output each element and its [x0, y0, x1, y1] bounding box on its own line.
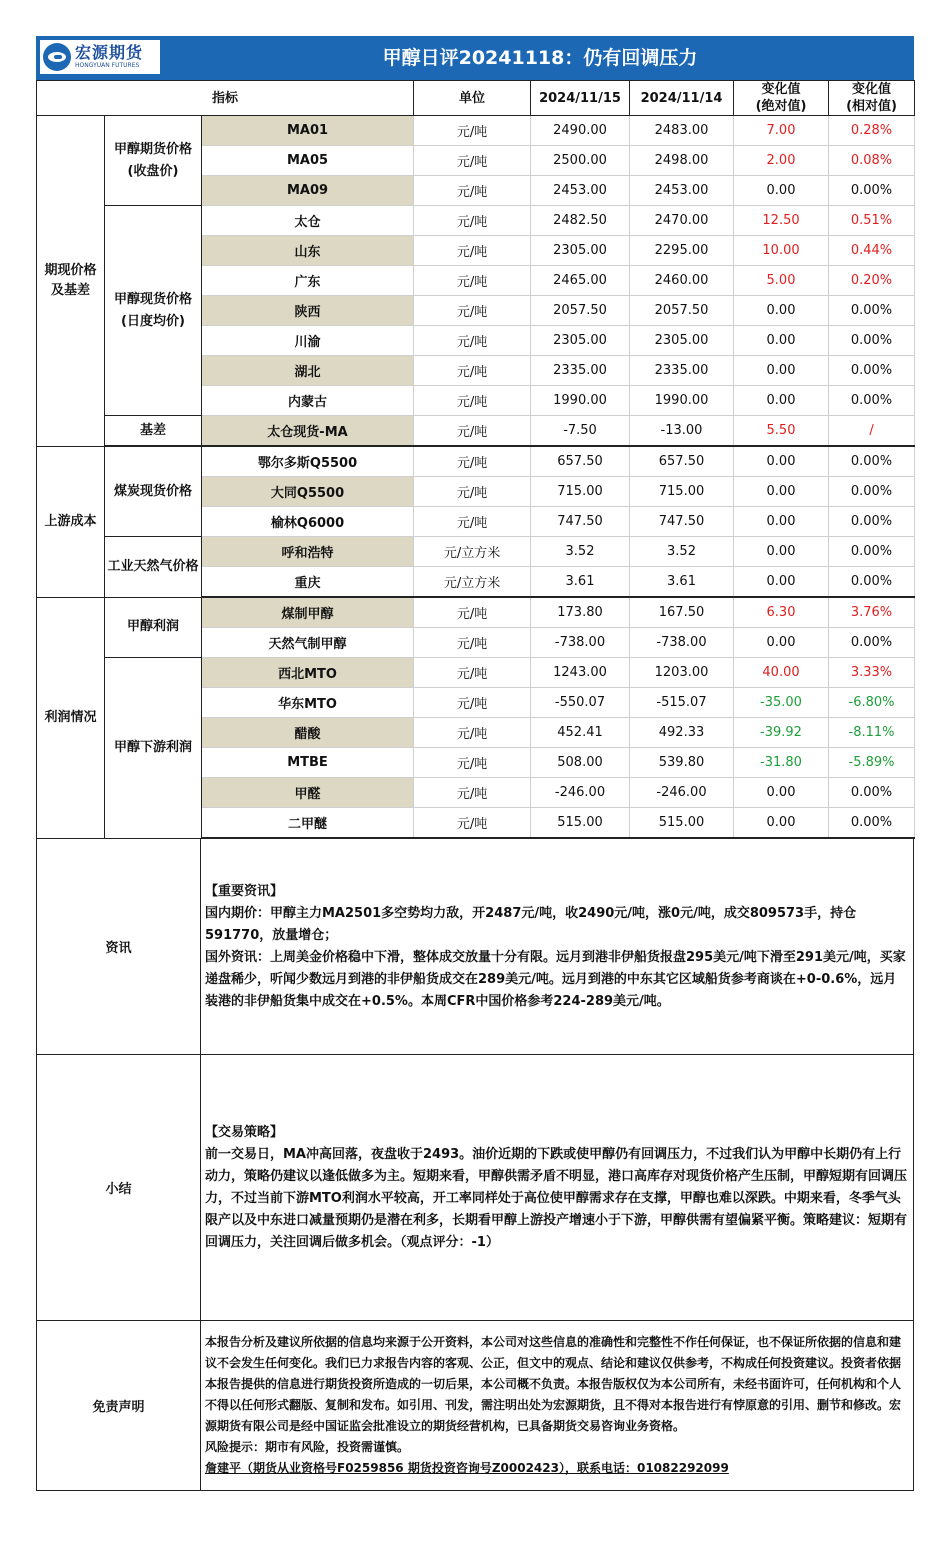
- col-header-chg-abs: 变化值 (绝对值): [734, 81, 829, 116]
- subgroup-label-gas: 工业天然气价格: [105, 537, 202, 598]
- value-date2-cell: 2470.00: [630, 206, 734, 236]
- col-header-chg-rel: 变化值 (相对值): [829, 81, 915, 116]
- change-abs-cell: 6.30: [734, 597, 829, 628]
- change-rel-cell: 0.00%: [829, 326, 915, 356]
- indicator-cell: 西北MTO: [202, 658, 414, 688]
- change-abs-cell: 0.00: [734, 477, 829, 507]
- change-abs-cell: 7.00: [734, 116, 829, 146]
- value-date2-cell: 2335.00: [630, 356, 734, 386]
- change-abs-cell: 0.00: [734, 296, 829, 326]
- change-rel-cell: 0.00%: [829, 356, 915, 386]
- logo-text: [75, 44, 143, 70]
- change-abs-cell: -35.00: [734, 688, 829, 718]
- change-rel-cell: 0.20%: [829, 266, 915, 296]
- value-date2-cell: 715.00: [630, 477, 734, 507]
- unit-cell: 元/立方米: [414, 567, 531, 598]
- indicator-cell: 天然气制甲醇: [202, 628, 414, 658]
- change-rel-cell: 0.00%: [829, 446, 915, 477]
- indicator-cell: 重庆: [202, 567, 414, 598]
- change-abs-cell: 12.50: [734, 206, 829, 236]
- table-header-row: [37, 81, 915, 116]
- change-rel-cell: 0.00%: [829, 778, 915, 808]
- value-date2-cell: 492.33: [630, 718, 734, 748]
- unit-cell: 元/吨: [414, 507, 531, 537]
- value-date1-cell: -550.07: [531, 688, 630, 718]
- table-row: [37, 116, 915, 146]
- table-row: [37, 206, 915, 236]
- subgroup-label-basis: 基差: [105, 416, 202, 447]
- change-rel-cell: /: [829, 416, 915, 447]
- value-date1-cell: 1990.00: [531, 386, 630, 416]
- change-abs-cell: 0.00: [734, 778, 829, 808]
- indicator-cell: MTBE: [202, 748, 414, 778]
- unit-cell: 元/吨: [414, 116, 531, 146]
- news-section: [37, 839, 914, 1055]
- change-abs-cell: -31.80: [734, 748, 829, 778]
- disclaimer-text: 本报告分析及建议所依据的信息均来源于公开资料，本公司对这些信息的准确性和完整性不作任何保证，也不保证所依据的信息和建议不会发生任何变化。我们已力求报告内容的客观、公正，但文中的观点、结论和建议仅供参考，不构成任何投资建议。投资者依据本报告提供的信息进行期货投资所造成的一切后果，本公司概不负责。本报告版权仅为本公司所有，未经书面许可，任何机构和个人不得以任何形式翻版、复制和发布。如引用、刊发，需注明出处为宏源期货，且不得对本报告进行有悖原意的引用、删节和修改。宏源期货有限公司是经中国证监会批准设立的期货经营机构，已具备期货交易咨询业务资格。: [205, 1335, 902, 1433]
- col-header-date2: 2024/11/14: [630, 81, 734, 116]
- unit-cell: 元/吨: [414, 808, 531, 839]
- unit-cell: 元/吨: [414, 597, 531, 628]
- unit-cell: 元/吨: [414, 386, 531, 416]
- risk-warning: 风险提示：期市有风险，投资需谨慎。: [205, 1440, 410, 1454]
- indicator-cell: 广东: [202, 266, 414, 296]
- value-date1-cell: 2057.50: [531, 296, 630, 326]
- subgroup-label-profit: 甲醇利润: [105, 597, 202, 658]
- report-sheet: [36, 36, 914, 1491]
- logo-name-en: HONGYUAN FUTURES: [75, 62, 140, 69]
- change-rel-cell: -8.11%: [829, 718, 915, 748]
- value-date1-cell: 452.41: [531, 718, 630, 748]
- group-label-g3: 利润情况: [37, 597, 105, 838]
- value-date2-cell: 3.52: [630, 537, 734, 567]
- unit-cell: 元/吨: [414, 477, 531, 507]
- unit-cell: 元/吨: [414, 778, 531, 808]
- value-date2-cell: 657.50: [630, 446, 734, 477]
- value-date1-cell: -7.50: [531, 416, 630, 447]
- change-rel-cell: -6.80%: [829, 688, 915, 718]
- logo-name-cn: 宏源期货: [75, 43, 144, 62]
- report-header: [36, 36, 914, 80]
- unit-cell: 元/吨: [414, 718, 531, 748]
- subgroup-label-coal: 煤炭现货价格: [105, 446, 202, 537]
- value-date1-cell: 2490.00: [531, 116, 630, 146]
- table-row: [37, 597, 915, 628]
- unit-cell: 元/吨: [414, 688, 531, 718]
- indicator-cell: 内蒙古: [202, 386, 414, 416]
- subgroup-label-spot: 甲醇现货价格 (日度均价): [105, 206, 202, 416]
- change-abs-cell: -39.92: [734, 718, 829, 748]
- change-rel-cell: 0.51%: [829, 206, 915, 236]
- value-date2-cell: 2057.50: [630, 296, 734, 326]
- news-label: 资讯: [37, 839, 201, 1055]
- unit-cell: 元/吨: [414, 748, 531, 778]
- report-title: 甲醇日评20241118：仍有回调压力: [382, 47, 698, 69]
- analyst-contact: 詹建平（期货从业资格号F0259856 期货投资咨询号Z0002423），联系电话：01082292099: [205, 1461, 729, 1475]
- value-date2-cell: 167.50: [630, 597, 734, 628]
- summary-label: 小结: [37, 1055, 201, 1321]
- change-rel-cell: 0.00%: [829, 537, 915, 567]
- indicator-cell: 呼和浩特: [202, 537, 414, 567]
- col-header-unit: 单位: [414, 81, 531, 116]
- value-date2-cell: 2295.00: [630, 236, 734, 266]
- indicator-cell: 鄂尔多斯Q5500: [202, 446, 414, 477]
- indicator-cell: 二甲醚: [202, 808, 414, 839]
- group-label-g2: 上游成本: [37, 446, 105, 597]
- change-rel-cell: 0.00%: [829, 507, 915, 537]
- change-rel-cell: 0.00%: [829, 628, 915, 658]
- indicator-cell: 山东: [202, 236, 414, 266]
- change-rel-cell: 0.28%: [829, 116, 915, 146]
- text-sections: [36, 838, 914, 1491]
- value-date1-cell: 173.80: [531, 597, 630, 628]
- unit-cell: 元/吨: [414, 146, 531, 176]
- table-row: [37, 446, 915, 477]
- indicator-cell: 煤制甲醇: [202, 597, 414, 628]
- change-abs-cell: 5.00: [734, 266, 829, 296]
- value-date1-cell: 2500.00: [531, 146, 630, 176]
- change-abs-cell: 0.00: [734, 326, 829, 356]
- disclaimer-label: 免责声明: [37, 1321, 201, 1491]
- unit-cell: 元/吨: [414, 206, 531, 236]
- col-header-indicator: 指标: [37, 81, 414, 116]
- unit-cell: 元/吨: [414, 658, 531, 688]
- unit-cell: 元/吨: [414, 176, 531, 206]
- summary-heading: 【交易策略】: [205, 1124, 284, 1140]
- value-date2-cell: 2498.00: [630, 146, 734, 176]
- unit-cell: 元/吨: [414, 296, 531, 326]
- unit-cell: 元/吨: [414, 416, 531, 447]
- unit-cell: 元/吨: [414, 356, 531, 386]
- indicator-cell: 太仓现货-MA: [202, 416, 414, 447]
- value-date2-cell: 2453.00: [630, 176, 734, 206]
- indicator-cell: 太仓: [202, 206, 414, 236]
- change-abs-cell: 40.00: [734, 658, 829, 688]
- change-rel-cell: 0.00%: [829, 176, 915, 206]
- change-rel-cell: -5.89%: [829, 748, 915, 778]
- subgroup-label-downstream: 甲醇下游利润: [105, 658, 202, 839]
- value-date2-cell: -246.00: [630, 778, 734, 808]
- unit-cell: 元/吨: [414, 266, 531, 296]
- change-abs-cell: 0.00: [734, 507, 829, 537]
- indicator-cell: 华东MTO: [202, 688, 414, 718]
- change-abs-cell: 0.00: [734, 628, 829, 658]
- table-row: [37, 658, 915, 688]
- indicator-cell: MA09: [202, 176, 414, 206]
- value-date2-cell: 3.61: [630, 567, 734, 598]
- value-date1-cell: 2482.50: [531, 206, 630, 236]
- value-date1-cell: 715.00: [531, 477, 630, 507]
- indicator-cell: MA01: [202, 116, 414, 146]
- summary-text: 前一交易日，MA冲高回落，夜盘收于2493。油价近期的下跌或使甲醇仍有回调压力，不过我们认为甲醇中长期仍有上行动力，策略仍建议以逢低做多为主。短期来看，甲醇供需矛盾不明显，港口高库存对现货价格产生压制，甲醇短期有回调压力，不过当前下游MTO利润水平较高，开工率同样处于高位使甲醇需求存在支撑，甲醇也难以深跌。中期来看，冬季气头限产以及中东进口减量预期仍是潜在利多，长期看甲醇上游投产增速小于下游，甲醇供需有望偏紧平衡。策略建议：短期有回调压力，关注回调后做多机会。（观点评分：-1）: [205, 1146, 908, 1250]
- unit-cell: 元/吨: [414, 628, 531, 658]
- change-abs-cell: 0.00: [734, 567, 829, 598]
- col-header-date1: 2024/11/15: [531, 81, 630, 116]
- indicator-cell: 榆林Q6000: [202, 507, 414, 537]
- value-date1-cell: 2305.00: [531, 236, 630, 266]
- news-foreign: 国外资讯：上周美金价格稳中下滑，整体成交放量十分有限。远月到港非伊船货报盘295美元/吨下滑至291美元/吨，买家递盘稀少，听闻少数远月到港的非伊船货成交在289美元/吨。远月到港的中东其它区域船货参考商谈在+0-0.6%，远月装港的非伊船货集中成交在+0.5%。本周CFR中国价格参考224-289美元/吨。: [205, 949, 906, 1009]
- news-domestic: 国内期价：甲醇主力MA2501多空势均力敌，开2487元/吨，收2490元/吨，涨0元/吨，成交809573手，持仓591770，放量增仓；: [205, 905, 857, 943]
- change-rel-cell: 0.00%: [829, 296, 915, 326]
- summary-section: [37, 1055, 914, 1321]
- value-date1-cell: 1243.00: [531, 658, 630, 688]
- value-date2-cell: 747.50: [630, 507, 734, 537]
- group-label-g1: 期现价格 及基差: [37, 116, 105, 447]
- value-date2-cell: 2460.00: [630, 266, 734, 296]
- disclaimer-body: [201, 1321, 914, 1491]
- indicator-cell: 大同Q5500: [202, 477, 414, 507]
- unit-cell: 元/立方米: [414, 537, 531, 567]
- value-date2-cell: -13.00: [630, 416, 734, 447]
- news-heading: 【重要资讯】: [205, 883, 284, 899]
- value-date1-cell: 515.00: [531, 808, 630, 839]
- change-rel-cell: 3.33%: [829, 658, 915, 688]
- change-abs-cell: 0.00: [734, 808, 829, 839]
- indicator-cell: 甲醛: [202, 778, 414, 808]
- value-date1-cell: 3.52: [531, 537, 630, 567]
- value-date1-cell: 2465.00: [531, 266, 630, 296]
- value-date2-cell: 2483.00: [630, 116, 734, 146]
- value-date1-cell: 747.50: [531, 507, 630, 537]
- unit-cell: 元/吨: [414, 326, 531, 356]
- change-rel-cell: 0.00%: [829, 386, 915, 416]
- change-rel-cell: 0.00%: [829, 808, 915, 839]
- value-date2-cell: 1203.00: [630, 658, 734, 688]
- value-date1-cell: -738.00: [531, 628, 630, 658]
- change-rel-cell: 0.44%: [829, 236, 915, 266]
- value-date1-cell: 2305.00: [531, 326, 630, 356]
- change-rel-cell: 3.76%: [829, 597, 915, 628]
- indicator-cell: 陕西: [202, 296, 414, 326]
- table-row: [37, 537, 915, 567]
- indicator-cell: 湖北: [202, 356, 414, 386]
- logo-mark-icon: [43, 43, 71, 71]
- summary-body: [201, 1055, 914, 1321]
- indicator-cell: MA05: [202, 146, 414, 176]
- change-abs-cell: 0.00: [734, 386, 829, 416]
- value-date2-cell: 2305.00: [630, 326, 734, 356]
- unit-cell: 元/吨: [414, 446, 531, 477]
- change-rel-cell: 0.08%: [829, 146, 915, 176]
- data-table: [36, 80, 915, 839]
- value-date1-cell: 2453.00: [531, 176, 630, 206]
- change-abs-cell: 0.00: [734, 176, 829, 206]
- value-date2-cell: -738.00: [630, 628, 734, 658]
- change-abs-cell: 10.00: [734, 236, 829, 266]
- change-abs-cell: 0.00: [734, 446, 829, 477]
- change-rel-cell: 0.00%: [829, 567, 915, 598]
- value-date1-cell: 508.00: [531, 748, 630, 778]
- change-rel-cell: 0.00%: [829, 477, 915, 507]
- change-abs-cell: 0.00: [734, 537, 829, 567]
- value-date1-cell: -246.00: [531, 778, 630, 808]
- value-date1-cell: 2335.00: [531, 356, 630, 386]
- news-body: [201, 839, 914, 1055]
- value-date2-cell: 539.80: [630, 748, 734, 778]
- value-date2-cell: 1990.00: [630, 386, 734, 416]
- value-date1-cell: 3.61: [531, 567, 630, 598]
- indicator-cell: 川渝: [202, 326, 414, 356]
- value-date2-cell: 515.00: [630, 808, 734, 839]
- subgroup-label-futures: 甲醇期货价格 (收盘价): [105, 116, 202, 206]
- table-row: [37, 416, 915, 447]
- value-date2-cell: -515.07: [630, 688, 734, 718]
- change-abs-cell: 2.00: [734, 146, 829, 176]
- company-logo: [40, 40, 160, 74]
- value-date1-cell: 657.50: [531, 446, 630, 477]
- disclaimer-section: [37, 1321, 914, 1491]
- change-abs-cell: 5.50: [734, 416, 829, 447]
- unit-cell: 元/吨: [414, 236, 531, 266]
- indicator-cell: 醋酸: [202, 718, 414, 748]
- change-abs-cell: 0.00: [734, 356, 829, 386]
